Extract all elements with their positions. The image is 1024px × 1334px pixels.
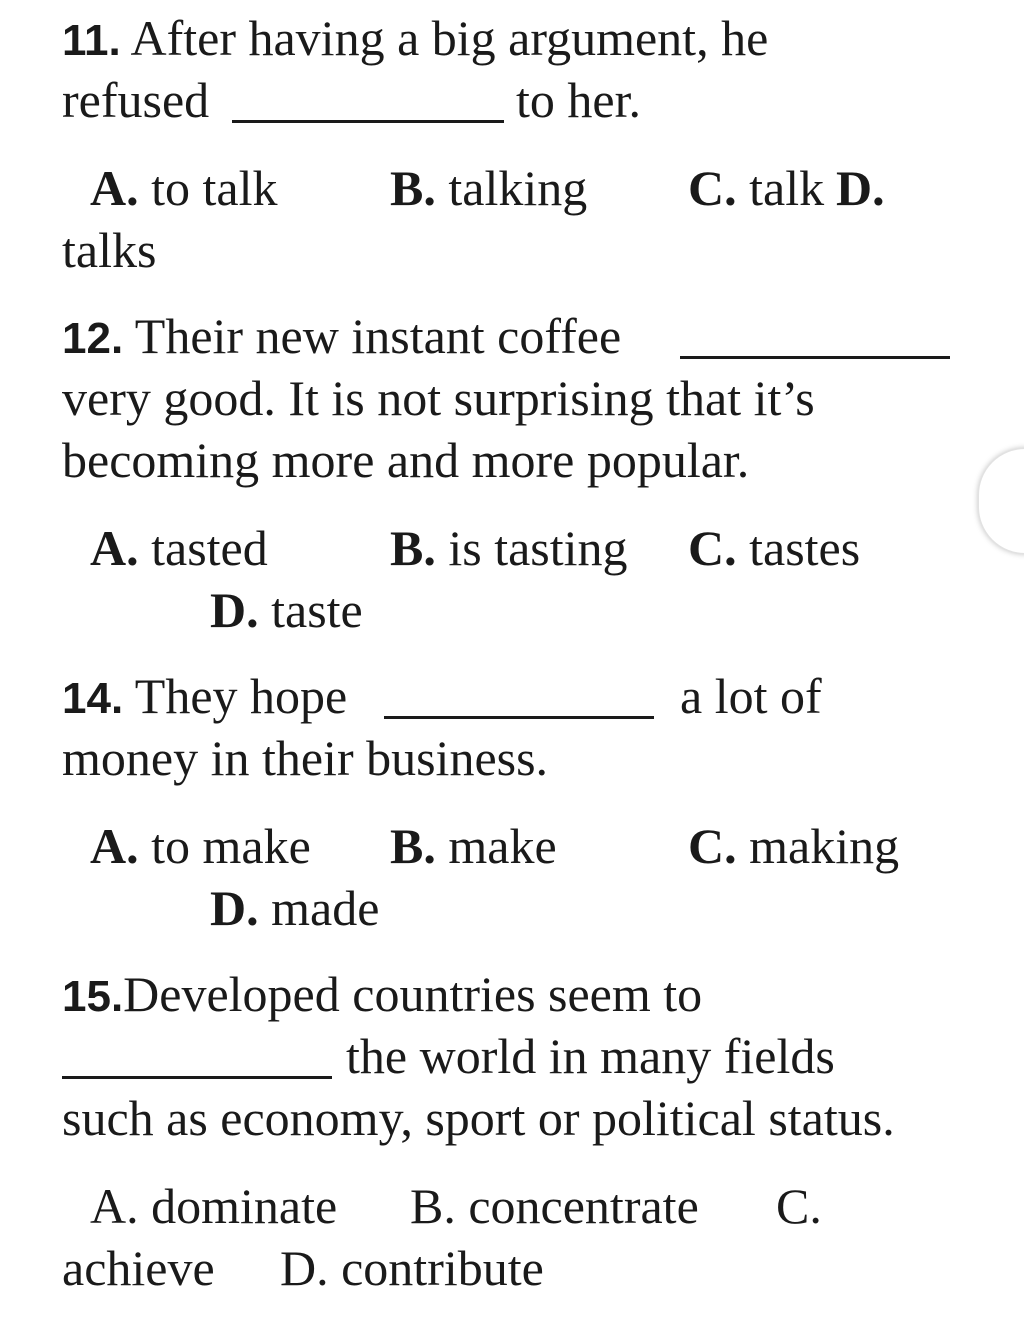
option-letter: B. xyxy=(390,818,436,874)
option-a[interactable] xyxy=(90,816,311,876)
answer-blank xyxy=(62,1076,332,1079)
question-text: a lot of xyxy=(680,668,822,724)
option-letter: D. xyxy=(210,880,259,936)
answer-blank xyxy=(232,120,504,123)
option-letter: C. xyxy=(688,818,737,874)
question-text: They hope xyxy=(134,668,348,724)
question-number: 14. xyxy=(62,674,124,723)
option-a[interactable] xyxy=(90,518,268,578)
option-text: contribute xyxy=(341,1240,544,1296)
option-letter: B. xyxy=(410,1178,456,1234)
option-letter: A. xyxy=(90,160,139,216)
question-text: becoming more and more popular. xyxy=(62,432,750,488)
option-text: tasted xyxy=(151,520,268,576)
option-text: make xyxy=(448,818,557,874)
question-text: refused xyxy=(62,72,210,128)
option-b[interactable] xyxy=(390,158,587,218)
option-text: talks xyxy=(62,222,157,278)
option-text: to talk xyxy=(151,160,278,216)
question-11-line-2a xyxy=(62,70,209,130)
question-text: Their new instant coffee xyxy=(134,308,622,364)
option-text: achieve xyxy=(62,1240,215,1296)
question-15-line-3 xyxy=(62,1088,895,1148)
option-letter: B. xyxy=(390,520,436,576)
question-text: Developed countries seem to xyxy=(123,966,703,1022)
option-text: to make xyxy=(151,818,311,874)
answer-blank xyxy=(384,716,654,719)
option-text: made xyxy=(271,880,380,936)
question-text: the world in many fields xyxy=(346,1028,835,1084)
option-c-text[interactable] xyxy=(62,1238,215,1298)
option-a[interactable] xyxy=(90,158,277,218)
option-c[interactable] xyxy=(688,816,899,876)
option-letter: C. xyxy=(688,160,737,216)
option-d[interactable] xyxy=(210,580,363,640)
option-c[interactable] xyxy=(688,518,860,578)
question-11-line-1 xyxy=(62,8,768,71)
option-text: making xyxy=(749,818,900,874)
option-letter: A. xyxy=(90,1178,139,1234)
option-b[interactable] xyxy=(390,816,557,876)
option-text: tastes xyxy=(749,520,861,576)
option-letter: B. xyxy=(390,160,436,216)
option-a[interactable] xyxy=(90,1176,337,1236)
question-text: very good. It is not surprising that it’s xyxy=(62,370,815,426)
option-text: taste xyxy=(271,582,363,638)
question-text: After having a big argument, he xyxy=(130,10,769,66)
option-letter: C. xyxy=(776,1178,822,1234)
option-text: concentrate xyxy=(468,1178,699,1234)
option-letter: D. xyxy=(210,582,259,638)
question-12-line-1 xyxy=(62,306,621,369)
option-d[interactable] xyxy=(836,158,885,218)
answer-blank xyxy=(680,356,950,359)
option-d-text[interactable] xyxy=(62,220,156,280)
question-14-line-2 xyxy=(62,728,548,788)
question-12-line-3 xyxy=(62,430,749,490)
option-c[interactable] xyxy=(688,158,824,218)
question-number: 12. xyxy=(62,314,124,363)
option-b[interactable] xyxy=(410,1176,699,1236)
option-letter: A. xyxy=(90,520,139,576)
question-text: to her. xyxy=(516,72,641,128)
option-text: is tasting xyxy=(448,520,628,576)
question-text: such as economy, sport or political status. xyxy=(62,1090,895,1146)
question-14-line-1a xyxy=(62,666,347,729)
question-15-line-2 xyxy=(346,1026,835,1086)
option-d[interactable] xyxy=(280,1238,544,1298)
option-letter: D. xyxy=(280,1240,329,1296)
option-text: dominate xyxy=(151,1178,338,1234)
question-14-line-1b xyxy=(680,666,822,726)
question-number: 15. xyxy=(62,972,124,1021)
option-b[interactable] xyxy=(390,518,628,578)
question-15-line-1 xyxy=(62,964,702,1027)
option-d[interactable] xyxy=(210,878,379,938)
option-letter: D. xyxy=(836,160,885,216)
option-letter: C. xyxy=(688,520,737,576)
question-12-line-2 xyxy=(62,368,815,428)
question-number: 11. xyxy=(62,16,121,65)
option-text: talk xyxy=(749,160,825,216)
question-11-line-2b xyxy=(516,70,641,130)
option-text: talking xyxy=(448,160,588,216)
question-text: money in their business. xyxy=(62,730,549,786)
option-c[interactable] xyxy=(776,1176,822,1236)
side-scroll-button[interactable] xyxy=(978,448,1024,554)
chevron-icon xyxy=(1009,479,1024,523)
option-letter: A. xyxy=(90,818,139,874)
